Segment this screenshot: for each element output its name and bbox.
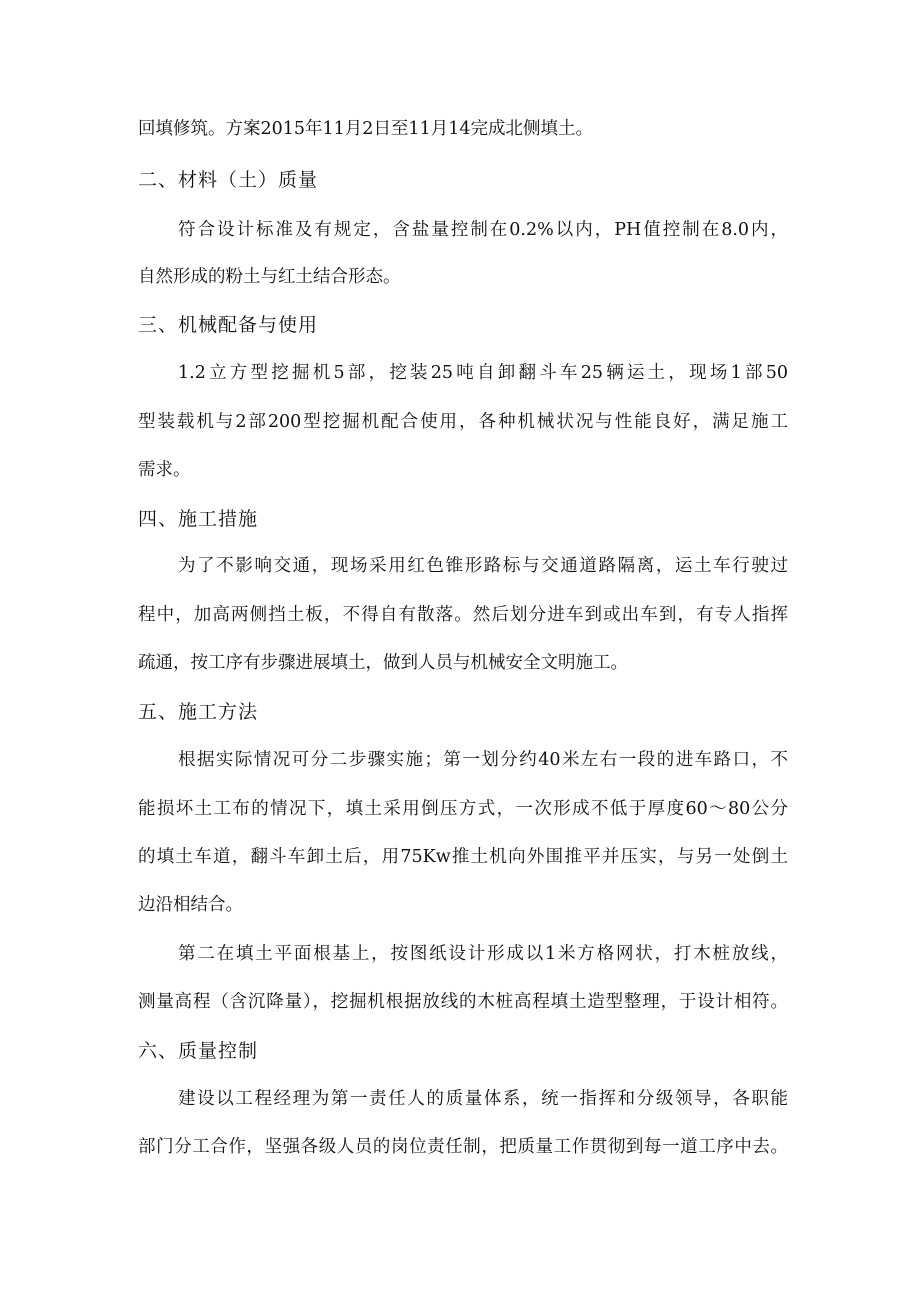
text-line-continuation: 回填修筑。方案2015年11月2日至11月14完成北侧填土。 [138,119,593,139]
text-line: 程中，加高两侧挡土板，不得自有散落。然后划分进车到或出车到，有专人指挥 [138,605,788,625]
section-heading-6: 六、质量控制 [138,1040,259,1062]
text-line: 边沿相结合。 [138,895,243,915]
text-line: 型装载机与2部200型挖掘机配合使用，各种机械状况与性能良好，满足施工 [138,412,788,432]
text-line: 疏通，按工序有步骤进展填土，做到人员与机械安全文明施工。 [138,653,628,673]
text-line: 部门分工合作，坚强各级人员的岗位责任制，把质量工作贯彻到每一道工序中去。 [138,1137,788,1157]
text-line: 根据实际情况可分二步骤实施；第一划分约40米左右一段的进车路口，不 [178,750,788,770]
text-line: 自然形成的粉土与红土结合形态。 [138,267,401,287]
text-line: 1.2立方型挖掘机5部，挖装25吨自卸翻斗车25辆运土，现场1部50 [178,363,788,383]
section-heading-2: 二、材料（土）质量 [138,169,319,191]
text-line: 符合设计标准及有规定，含盐量控制在0.2%以内，PH值控制在8.0内， [178,220,788,240]
text-line: 测量高程（含沉降量），挖掘机根据放线的木桩高程填土造型整理，于设计相符。 [138,992,788,1012]
text-line: 建设以工程经理为第一责任人的质量体系，统一指挥和分级领导，各职能 [178,1089,788,1109]
text-line: 第二在填土平面根基上，按图纸设计形成以1米方格网状，打木桩放线， [178,944,788,964]
section-heading-3: 三、机械配备与使用 [138,314,319,336]
text-line: 的填土车道，翻斗车卸土后，用75Kw推土机向外围推平并压实，与另一处倒土 [138,847,788,867]
text-line: 需求。 [138,460,191,480]
text-line: 能损坏土工布的情况下，填土采用倒压方式，一次形成不低于厚度60～80公分 [138,799,788,819]
section-heading-5: 五、施工方法 [138,701,259,723]
text-line: 为了不影响交通，现场采用红色锥形路标与交通道路隔离，运土车行驶过 [178,556,788,576]
section-heading-4: 四、施工措施 [138,508,259,530]
